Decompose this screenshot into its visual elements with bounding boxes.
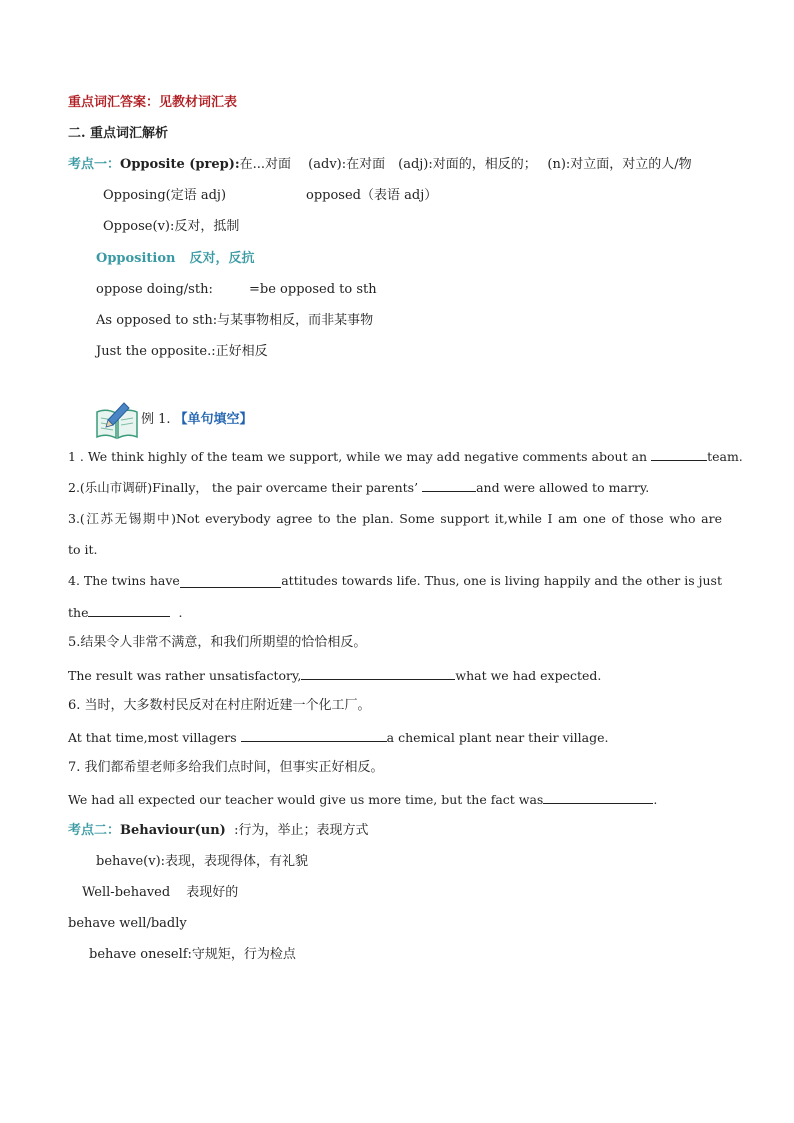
- question-6-cn: 6. 当时，大多数村民反对在村庄附近建一个化工厂。: [68, 698, 371, 713]
- q7-period: .: [653, 792, 658, 807]
- q3-text-end: to it.: [68, 542, 98, 557]
- question-2: [68, 479, 649, 496]
- point2-defs: :行为，举止；表现方式: [225, 823, 369, 838]
- opposition-def: 反对，反抗: [189, 251, 255, 266]
- question-1: [68, 448, 743, 465]
- point1-label: 考点一：: [68, 157, 121, 172]
- example-tag: 【单句填空】: [174, 412, 253, 427]
- q1-text-end: team.: [707, 449, 743, 464]
- q4-blank-2[interactable]: [88, 604, 170, 617]
- oppose-line: Oppose(v):反对，抵制: [103, 219, 240, 234]
- section-heading: 二. 重点词汇解析: [68, 126, 169, 141]
- q4-the: the: [68, 605, 89, 620]
- question-5: [68, 667, 601, 684]
- point2-label: 考点二：: [68, 823, 121, 838]
- question-7: [68, 791, 657, 808]
- opposing-line: [103, 188, 226, 204]
- opposition-word: Opposition: [96, 251, 176, 266]
- question-3-line2: [68, 542, 98, 558]
- question-4-line1: [68, 573, 722, 589]
- question-7-cn: 7. 我们都希望老师多给我们点时间，但事实正好相反。: [68, 760, 384, 775]
- section-title: 重点词汇答案：见教材词汇表: [68, 95, 238, 110]
- well-behaved-line: [82, 885, 238, 901]
- opposed-text: opposed（表语 adj）: [306, 188, 438, 203]
- q1-blank[interactable]: [651, 448, 707, 461]
- q4-blank-1[interactable]: [180, 575, 281, 588]
- q6-text-end: a chemical plant near their village.: [386, 730, 609, 745]
- q4-text-mid: attitudes towards life. Thus, one is living happily and the other is just: [281, 573, 722, 588]
- opposing-text: Opposing(定语 adj): [103, 188, 227, 203]
- question-6: [68, 729, 608, 746]
- q6-blank[interactable]: [241, 729, 387, 742]
- well-behaved-word: Well-behaved: [82, 885, 171, 900]
- q1-text: 1 . We think highly of the team we support, while we may add negative comments about an: [68, 449, 648, 464]
- question-3-line1: 3.(江苏无锡期中)Not everybody agree to the plan. Some support it,while I am one of those who are: [68, 511, 722, 526]
- opposition-line: [96, 251, 255, 267]
- behave-oneself-line: behave oneself:守规矩，行为检点: [89, 947, 296, 962]
- just-opposite-line: Just the opposite.:正好相反: [96, 344, 268, 359]
- example-heading: [141, 412, 253, 428]
- q4-period: .: [178, 605, 183, 620]
- question-5-cn: 5.结果令人非常不满意，和我们所期望的恰恰相反。: [68, 635, 367, 650]
- point2-line: [68, 823, 368, 839]
- as-opposed-line: As opposed to sth:与某事物相反，而非某事物: [96, 313, 374, 328]
- point1-word: Opposite (prep):: [120, 157, 240, 172]
- q7-text: We had all expected our teacher would give us more time, but the fact was: [68, 792, 544, 807]
- q5-blank[interactable]: [301, 667, 455, 680]
- be-opposed-text: =be opposed to sth: [249, 282, 377, 297]
- behave-line: behave(v):表现，表现得体，有礼貌: [96, 854, 309, 869]
- point2-word: Behaviour(un): [120, 823, 226, 838]
- q6-text: At that time,most villagers: [68, 730, 237, 745]
- oppose-doing-text: oppose doing/sth:: [96, 282, 213, 297]
- q2-blank[interactable]: [422, 479, 476, 492]
- q2-text: 2.(乐山市调研)Finally， the pair overcame their parents’: [68, 480, 419, 495]
- q5-text: The result was rather unsatisfactory,: [68, 668, 302, 683]
- q5-text-end: what we had expected.: [455, 668, 602, 683]
- well-behaved-def: 表现好的: [186, 885, 239, 900]
- behave-well-line: behave well/badly: [68, 916, 187, 931]
- point1-line: [68, 157, 692, 173]
- q2-text-end: and were allowed to marry.: [476, 480, 650, 495]
- book-pencil-icon: [94, 400, 140, 440]
- question-4-line2: [68, 604, 182, 621]
- point1-defs: 在...对面 (adv):在对面 (adj):对面的，相反的； (n):对立面，对立的人/物: [239, 157, 692, 172]
- example-prefix: 例 1.: [141, 412, 171, 427]
- q7-blank[interactable]: [543, 791, 653, 804]
- q4-text: 4. The twins have: [68, 573, 180, 588]
